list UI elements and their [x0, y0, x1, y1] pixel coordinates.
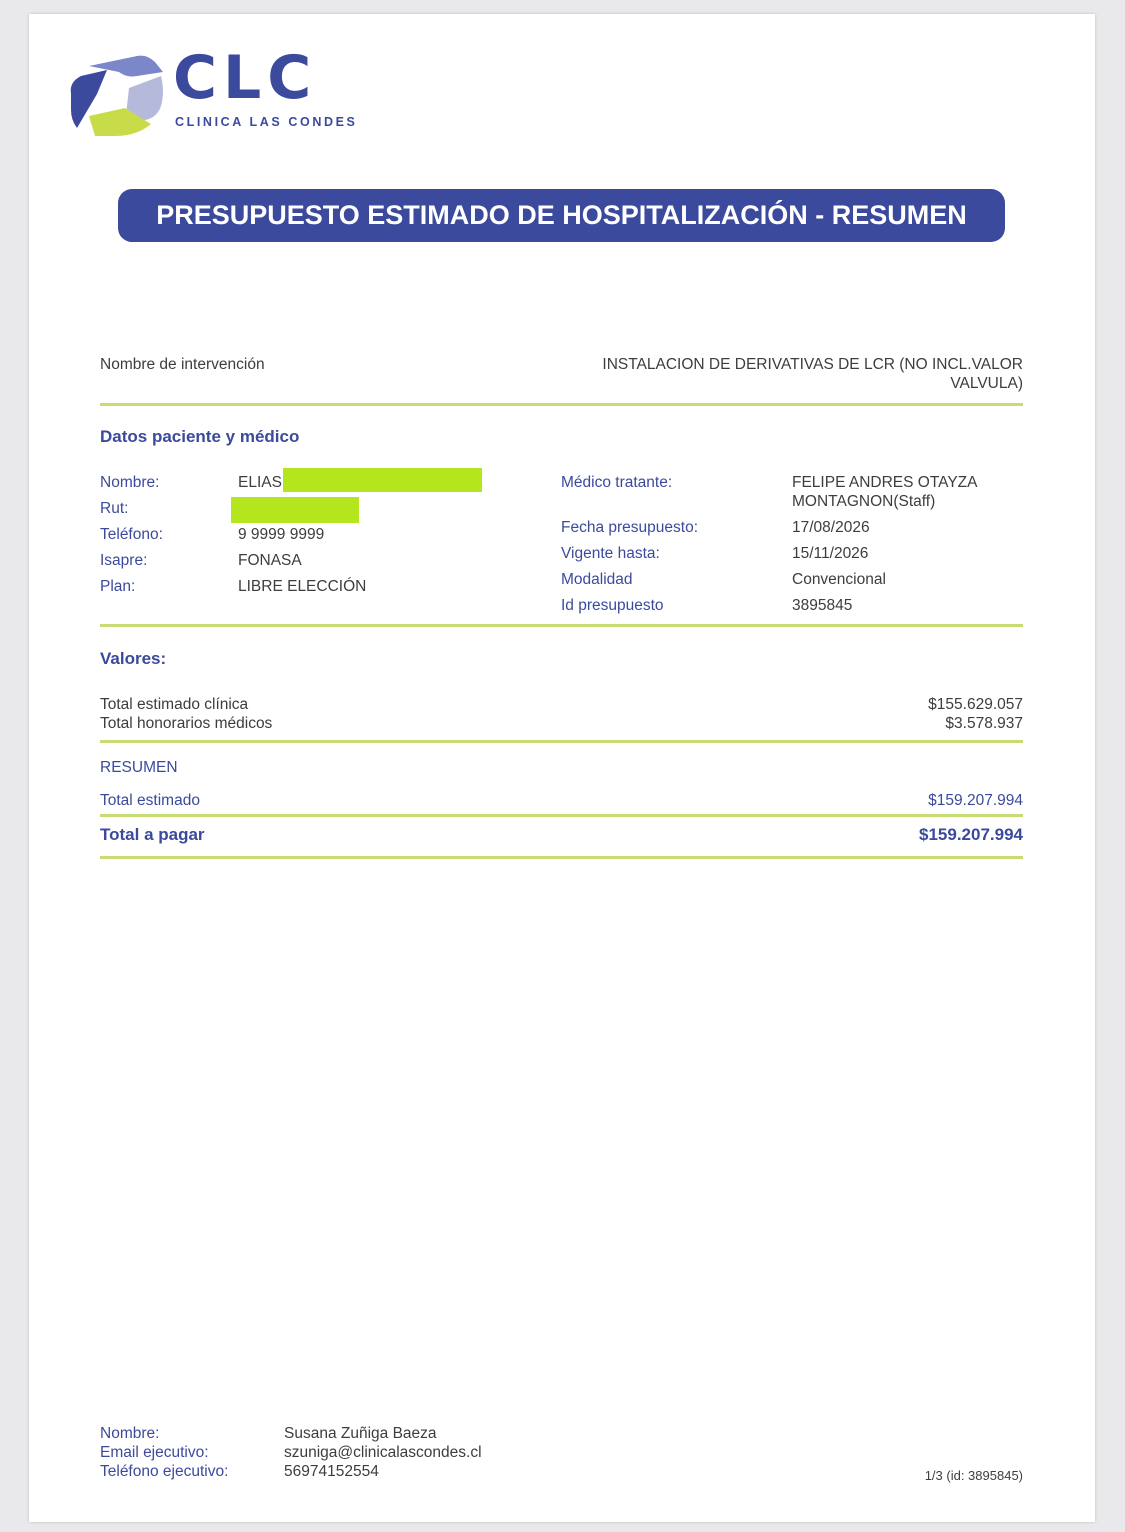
plan-value: LIBRE ELECCIÓN: [238, 578, 367, 595]
clinica-label: Total estimado clínica: [100, 696, 249, 713]
divider: [100, 624, 1023, 627]
modalidad-label: Modalidad: [561, 571, 633, 588]
patient-section-title: Datos paciente y médico: [100, 427, 300, 446]
divider: [100, 856, 1023, 859]
fecha-label: Fecha presupuesto:: [561, 519, 699, 536]
total-estimado-value: $159.207.994: [928, 792, 1023, 809]
document-title: PRESUPUESTO ESTIMADO DE HOSPITALIZACIÓN - RESUMEN: [156, 200, 967, 230]
intervention-label: Nombre de intervención: [100, 356, 265, 373]
divider: [100, 814, 1023, 817]
isapre-value: FONASA: [238, 552, 302, 569]
clinica-value: $155.629.057: [928, 696, 1023, 713]
total-pagar-label: Total a pagar: [100, 825, 205, 844]
intervention-value-line1: INSTALACION DE DERIVATIVAS DE LCR (NO INCL.VALOR: [602, 356, 1023, 373]
logo-subtitle: CLINICA LAS CONDES: [175, 115, 358, 129]
modalidad-value: Convencional: [792, 571, 886, 588]
total-estimado-label: Total estimado: [100, 792, 200, 809]
footer-email-value: szuniga@clinicalascondes.cl: [284, 1444, 482, 1461]
medico-label: Médico tratante:: [561, 474, 673, 491]
telefono-label: Teléfono:: [100, 526, 163, 543]
divider: [100, 740, 1023, 743]
total-pagar-value: $159.207.994: [919, 825, 1023, 844]
rut-label: Rut:: [100, 500, 129, 517]
page-info: 1/3 (id: 3895845): [924, 1468, 1023, 1483]
footer-nombre-label: Nombre:: [100, 1425, 160, 1442]
id-label: Id presupuesto: [561, 597, 664, 614]
title-banner: [118, 189, 1005, 242]
logo-text: CLC: [173, 43, 318, 113]
values-section-title: Valores:: [100, 649, 167, 668]
redaction-bar: [283, 468, 482, 492]
footer-nombre-value: Susana Zuñiga Baeza: [284, 1425, 437, 1442]
nombre-value: ELIAS: [238, 474, 282, 491]
plan-label: Plan:: [100, 578, 136, 595]
intervention-value: [523, 355, 1023, 393]
telefono-value: 9 9999 9999: [238, 526, 325, 543]
footer-telefono-value: 56974152554: [284, 1463, 379, 1480]
nombre-label: Nombre:: [100, 474, 160, 491]
resumen-label: RESUMEN: [100, 759, 178, 776]
honorarios-label: Total honorarios médicos: [100, 715, 273, 732]
medico-value-line1: FELIPE ANDRES OTAYZA: [792, 474, 978, 491]
footer-telefono-label: Teléfono ejecutivo:: [100, 1463, 229, 1480]
vigente-label: Vigente hasta:: [561, 545, 660, 562]
id-value: 3895845: [792, 597, 853, 614]
medico-value: [792, 473, 977, 511]
medico-value-line2: MONTAGNON(Staff): [792, 493, 936, 510]
vigente-value: 15/11/2026: [792, 545, 869, 562]
footer-email-label: Email ejecutivo:: [100, 1444, 209, 1461]
redaction-bar: [231, 497, 359, 523]
clinic-logo-icon: [67, 54, 167, 140]
intervention-value-line2: VALVULA): [950, 375, 1023, 392]
document-page: [29, 14, 1095, 1522]
honorarios-value: $3.578.937: [945, 715, 1023, 732]
fecha-value: 17/08/2026: [792, 519, 870, 536]
divider: [100, 403, 1023, 406]
isapre-label: Isapre:: [100, 552, 148, 569]
